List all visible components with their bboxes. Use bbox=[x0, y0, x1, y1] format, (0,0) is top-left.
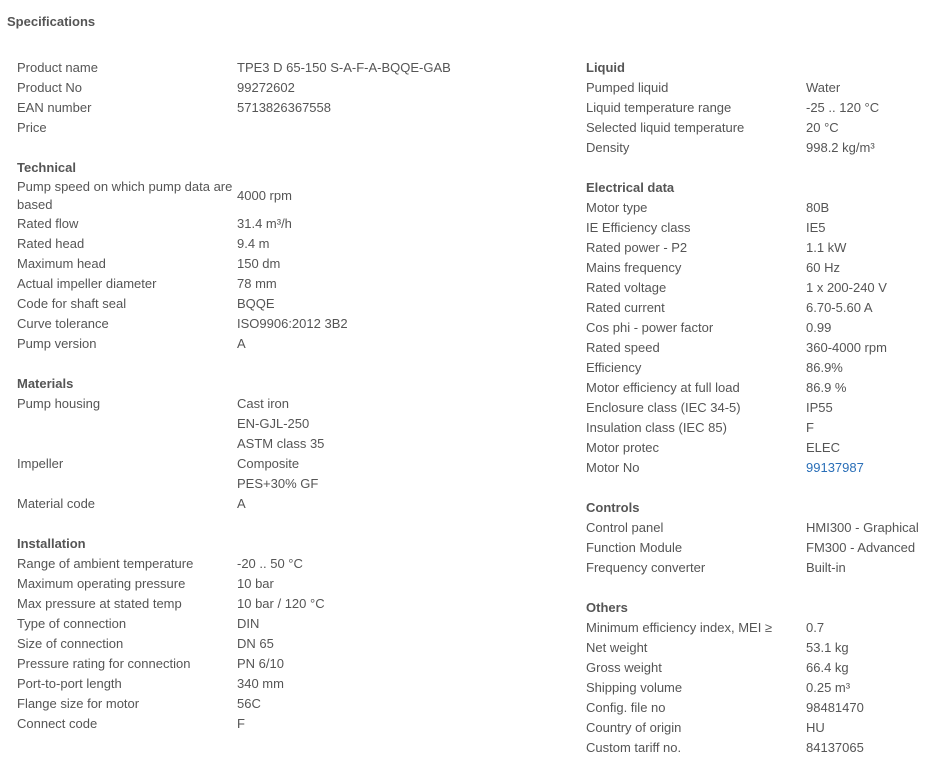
spec-values bbox=[806, 518, 919, 538]
spec-row-rated-current bbox=[586, 298, 926, 318]
spec-values bbox=[806, 378, 846, 398]
spec-label: Mains frequency bbox=[586, 260, 682, 275]
spec-label: Size of connection bbox=[17, 636, 124, 651]
spec-values bbox=[806, 218, 826, 238]
spec-label: Maximum operating pressure bbox=[17, 576, 186, 591]
spec-values bbox=[806, 638, 849, 658]
spec-value: 0.25 m³ bbox=[806, 680, 851, 695]
spec-values bbox=[237, 234, 270, 254]
spec-label: Motor type bbox=[586, 200, 648, 215]
spec-label: Pump speed on which pump data are based bbox=[17, 179, 233, 212]
spec-values bbox=[806, 258, 840, 278]
spec-values bbox=[806, 418, 814, 438]
spec-values bbox=[806, 318, 831, 338]
spec-value: 360-4000 rpm bbox=[806, 340, 887, 355]
spec-value: IP55 bbox=[806, 400, 833, 415]
spec-value: 86.9 % bbox=[806, 380, 847, 395]
section-title: Controls bbox=[586, 500, 640, 515]
spec-label: Gross weight bbox=[586, 660, 662, 675]
spec-row-gross-weight bbox=[586, 658, 926, 678]
spec-value: 10 bar / 120 °C bbox=[237, 596, 325, 611]
spec-values bbox=[237, 714, 245, 734]
spec-row-pump-version bbox=[17, 334, 557, 354]
section-materials bbox=[17, 374, 557, 514]
spec-label: Density bbox=[586, 140, 630, 155]
spec-value: 53.1 kg bbox=[806, 640, 849, 655]
spec-row-efficiency bbox=[586, 358, 926, 378]
spec-row-function-module bbox=[586, 538, 926, 558]
spec-label: Custom tariff no. bbox=[586, 740, 682, 755]
spec-value: 0.7 bbox=[806, 620, 825, 635]
spec-row-control-panel bbox=[586, 518, 926, 538]
spec-row-rated-voltage bbox=[586, 278, 926, 298]
spec-row-price bbox=[17, 118, 557, 138]
spec-values bbox=[237, 634, 274, 654]
spec-value: EN-GJL-250 bbox=[237, 416, 310, 431]
spec-label: Efficiency bbox=[586, 360, 642, 375]
spec-row-insulation-class-iec-85 bbox=[586, 418, 926, 438]
spec-values bbox=[806, 138, 875, 158]
section-general bbox=[17, 58, 557, 138]
section-technical bbox=[17, 158, 557, 354]
spec-value: PN 6/10 bbox=[237, 656, 284, 671]
spec-value: ASTM class 35 bbox=[237, 436, 325, 451]
spec-values bbox=[806, 298, 873, 318]
spec-values bbox=[237, 334, 246, 354]
spec-values bbox=[806, 198, 829, 218]
section-title: Materials bbox=[17, 376, 74, 391]
spec-row-config-file-no bbox=[586, 698, 926, 718]
spec-values bbox=[806, 278, 887, 298]
spec-values bbox=[237, 554, 303, 574]
spec-label: Shipping volume bbox=[586, 680, 683, 695]
spec-values bbox=[237, 654, 284, 674]
spec-label: Code for shaft seal bbox=[17, 296, 127, 311]
spec-value: F bbox=[237, 716, 245, 731]
spec-row-ean-number bbox=[17, 98, 557, 118]
spec-row-liquid-temperature-range bbox=[586, 98, 926, 118]
spec-values bbox=[806, 238, 846, 258]
section-installation bbox=[17, 534, 557, 734]
spec-label: Control panel bbox=[586, 520, 664, 535]
spec-values bbox=[237, 254, 280, 274]
spec-label: Rated voltage bbox=[586, 280, 667, 295]
spec-label: Rated current bbox=[586, 300, 665, 315]
spec-values bbox=[806, 538, 915, 558]
spec-label: Config. file no bbox=[586, 700, 666, 715]
section-title: Electrical data bbox=[586, 180, 675, 195]
spec-value: 150 dm bbox=[237, 256, 281, 271]
spec-label: Liquid temperature range bbox=[586, 100, 732, 115]
spec-row-motor-no bbox=[586, 458, 926, 478]
section-title: Others bbox=[586, 600, 628, 615]
spec-label: Enclosure class (IEC 34-5) bbox=[586, 400, 741, 415]
spec-label: Flange size for motor bbox=[17, 696, 140, 711]
spec-label: Connect code bbox=[17, 716, 98, 731]
spec-label: Product No bbox=[17, 80, 83, 95]
spec-row-rated-power-p2 bbox=[586, 238, 926, 258]
spec-row-shipping-volume bbox=[586, 678, 926, 698]
spec-label: Insulation class (IEC 85) bbox=[586, 420, 727, 435]
spec-label: Frequency converter bbox=[586, 560, 706, 575]
spec-values bbox=[237, 454, 318, 494]
spec-value: A bbox=[237, 336, 246, 351]
spec-row-maximum-head bbox=[17, 254, 557, 274]
spec-row-pumped-liquid bbox=[586, 78, 926, 98]
spec-row-motor-type bbox=[586, 198, 926, 218]
spec-value: 1 x 200-240 V bbox=[806, 280, 887, 295]
spec-label: Motor efficiency at full load bbox=[586, 380, 740, 395]
spec-values bbox=[237, 274, 277, 294]
spec-values bbox=[237, 614, 259, 634]
spec-value: FM300 - Advanced bbox=[806, 540, 916, 555]
spec-row-ie-efficiency-class bbox=[586, 218, 926, 238]
spec-values bbox=[806, 338, 887, 358]
spec-row-country-of-origin bbox=[586, 718, 926, 738]
spec-label: Cos phi - power factor bbox=[586, 320, 714, 335]
section-title: Liquid bbox=[586, 60, 625, 75]
spec-value: F bbox=[806, 420, 814, 435]
spec-value: A bbox=[237, 496, 246, 511]
spec-label: IE Efficiency class bbox=[586, 220, 691, 235]
spec-value: 99272602 bbox=[237, 80, 295, 95]
spec-values bbox=[237, 78, 295, 98]
spec-values bbox=[237, 394, 324, 454]
spec-value: PES+30% GF bbox=[237, 476, 319, 491]
spec-row-frequency-converter bbox=[586, 558, 926, 578]
spec-row-max-pressure-at-stated-temp bbox=[17, 594, 557, 614]
spec-values bbox=[806, 118, 839, 138]
spec-values bbox=[806, 618, 824, 638]
spec-values bbox=[806, 678, 850, 698]
spec-row-maximum-operating-pressure bbox=[17, 574, 557, 594]
spec-value: Composite bbox=[237, 456, 300, 471]
spec-row-rated-flow bbox=[17, 214, 557, 234]
spec-value: DIN bbox=[237, 616, 260, 631]
spec-row-material-code bbox=[17, 494, 557, 514]
spec-row-mains-frequency bbox=[586, 258, 926, 278]
spec-value: 84137065 bbox=[806, 740, 864, 755]
specifications-right-column bbox=[586, 58, 926, 778]
spec-row-port-to-port-length bbox=[17, 674, 557, 694]
spec-values bbox=[237, 594, 325, 614]
spec-row-cos-phi-power-factor bbox=[586, 318, 926, 338]
spec-row-product-name bbox=[17, 58, 557, 78]
spec-row-actual-impeller-diameter bbox=[17, 274, 557, 294]
spec-value: HMI300 - Graphical bbox=[806, 520, 919, 535]
motor-no-link[interactable]: 99137987 bbox=[806, 460, 864, 475]
spec-value: 98481470 bbox=[806, 700, 864, 715]
spec-row-pump-speed-on-which-pump-data-are-based bbox=[17, 178, 557, 214]
spec-row-density bbox=[586, 138, 926, 158]
spec-value: ELEC bbox=[806, 440, 840, 455]
spec-label: Impeller bbox=[17, 456, 64, 471]
spec-value: -25 .. 120 °C bbox=[806, 100, 880, 115]
spec-values bbox=[806, 658, 849, 678]
spec-label: Product name bbox=[17, 60, 98, 75]
spec-row-motor-protec bbox=[586, 438, 926, 458]
spec-row-curve-tolerance bbox=[17, 314, 557, 334]
spec-label: EAN number bbox=[17, 100, 92, 115]
spec-row-flange-size-for-motor bbox=[17, 694, 557, 714]
spec-label: Range of ambient temperature bbox=[17, 556, 194, 571]
spec-row-minimum-efficiency-index-mei bbox=[586, 618, 926, 638]
section-title: Installation bbox=[17, 536, 86, 551]
spec-label: Pump version bbox=[17, 336, 97, 351]
spec-label: Motor No bbox=[586, 460, 640, 475]
spec-value: 20 °C bbox=[806, 120, 839, 135]
spec-values bbox=[806, 438, 840, 458]
section-liquid bbox=[586, 58, 926, 158]
spec-value: 6.70-5.60 A bbox=[806, 300, 873, 315]
spec-row-motor-efficiency-at-full-load bbox=[586, 378, 926, 398]
spec-value: 86.9% bbox=[806, 360, 843, 375]
spec-row-pump-housing bbox=[17, 394, 557, 454]
spec-values bbox=[237, 574, 274, 594]
spec-value: 4000 rpm bbox=[237, 188, 292, 203]
spec-label: Port-to-port length bbox=[17, 676, 122, 691]
spec-value: HU bbox=[806, 720, 825, 735]
spec-row-enclosure-class-iec-34-5 bbox=[586, 398, 926, 418]
spec-values bbox=[237, 294, 275, 314]
spec-value: BQQE bbox=[237, 296, 275, 311]
spec-value: Built-in bbox=[806, 560, 846, 575]
spec-values bbox=[806, 358, 843, 378]
spec-values bbox=[237, 58, 451, 78]
page-title: Specifications bbox=[7, 14, 96, 29]
spec-value: 10 bar bbox=[237, 576, 274, 591]
spec-row-selected-liquid-temperature bbox=[586, 118, 926, 138]
spec-label: Pumped liquid bbox=[586, 80, 669, 95]
spec-label: Motor protec bbox=[586, 440, 659, 455]
spec-value: -20 .. 50 °C bbox=[237, 556, 303, 571]
spec-value: Water bbox=[806, 80, 841, 95]
spec-values bbox=[806, 718, 825, 738]
spec-label: Rated power - P2 bbox=[586, 240, 688, 255]
spec-value: 5713826367558 bbox=[237, 100, 331, 115]
spec-label: Pump housing bbox=[17, 396, 101, 411]
spec-value: ISO9906:2012 3B2 bbox=[237, 316, 348, 331]
spec-row-rated-speed bbox=[586, 338, 926, 358]
spec-label: Rated flow bbox=[17, 216, 79, 231]
spec-values bbox=[806, 398, 833, 418]
spec-values bbox=[806, 558, 846, 578]
spec-value: 66.4 kg bbox=[806, 660, 849, 675]
spec-value: Cast iron bbox=[237, 396, 290, 411]
spec-values bbox=[237, 674, 284, 694]
spec-row-impeller bbox=[17, 454, 557, 494]
spec-label: Net weight bbox=[586, 640, 648, 655]
spec-values bbox=[806, 738, 864, 758]
spec-values bbox=[237, 314, 348, 334]
spec-value: 60 Hz bbox=[806, 260, 840, 275]
spec-row-net-weight bbox=[586, 638, 926, 658]
spec-value: DN 65 bbox=[237, 636, 274, 651]
spec-values bbox=[806, 78, 840, 98]
spec-label: Minimum efficiency index, MEI ≥ bbox=[586, 620, 773, 635]
spec-row-range-of-ambient-temperature bbox=[17, 554, 557, 574]
spec-row-custom-tariff-no bbox=[586, 738, 926, 758]
spec-values bbox=[237, 494, 246, 514]
spec-value: 80B bbox=[806, 200, 830, 215]
spec-value: 998.2 kg/m³ bbox=[806, 140, 875, 155]
spec-label: Function Module bbox=[586, 540, 683, 555]
spec-label: Rated head bbox=[17, 236, 85, 251]
spec-values bbox=[237, 98, 331, 118]
spec-row-code-for-shaft-seal bbox=[17, 294, 557, 314]
spec-label: Material code bbox=[17, 496, 96, 511]
spec-label: Curve tolerance bbox=[17, 316, 109, 331]
spec-label: Maximum head bbox=[17, 256, 106, 271]
spec-label: Rated speed bbox=[586, 340, 660, 355]
spec-label: Actual impeller diameter bbox=[17, 276, 157, 291]
spec-label: Selected liquid temperature bbox=[586, 120, 745, 135]
spec-row-type-of-connection bbox=[17, 614, 557, 634]
spec-values bbox=[806, 458, 864, 478]
specifications-left-column bbox=[17, 58, 557, 754]
spec-value: 9.4 m bbox=[237, 236, 270, 251]
spec-value: 78 mm bbox=[237, 276, 277, 291]
spec-value: 0.99 bbox=[806, 320, 832, 335]
section-title: Technical bbox=[17, 160, 77, 175]
spec-value: 31.4 m³/h bbox=[237, 216, 292, 231]
spec-row-product-no bbox=[17, 78, 557, 98]
spec-value: 56C bbox=[237, 696, 261, 711]
spec-values bbox=[237, 694, 261, 714]
spec-row-rated-head bbox=[17, 234, 557, 254]
section-electrical-data bbox=[586, 178, 926, 478]
spec-values bbox=[237, 214, 292, 234]
spec-value: 1.1 kW bbox=[806, 240, 847, 255]
spec-label: Max pressure at stated temp bbox=[17, 596, 182, 611]
section-controls bbox=[586, 498, 926, 578]
spec-values bbox=[806, 98, 879, 118]
spec-label: Price bbox=[17, 120, 47, 135]
spec-row-pressure-rating-for-connection bbox=[17, 654, 557, 674]
spec-value: 340 mm bbox=[237, 676, 284, 691]
spec-label: Type of connection bbox=[17, 616, 127, 631]
spec-label: Pressure rating for connection bbox=[17, 656, 191, 671]
spec-label: Country of origin bbox=[586, 720, 682, 735]
spec-value: TPE3 D 65-150 S-A-F-A-BQQE-GAB bbox=[237, 60, 451, 75]
spec-values bbox=[237, 186, 292, 206]
spec-row-connect-code bbox=[17, 714, 557, 734]
spec-value: IE5 bbox=[806, 220, 826, 235]
spec-values bbox=[806, 698, 864, 718]
section-others bbox=[586, 598, 926, 758]
spec-row-size-of-connection bbox=[17, 634, 557, 654]
